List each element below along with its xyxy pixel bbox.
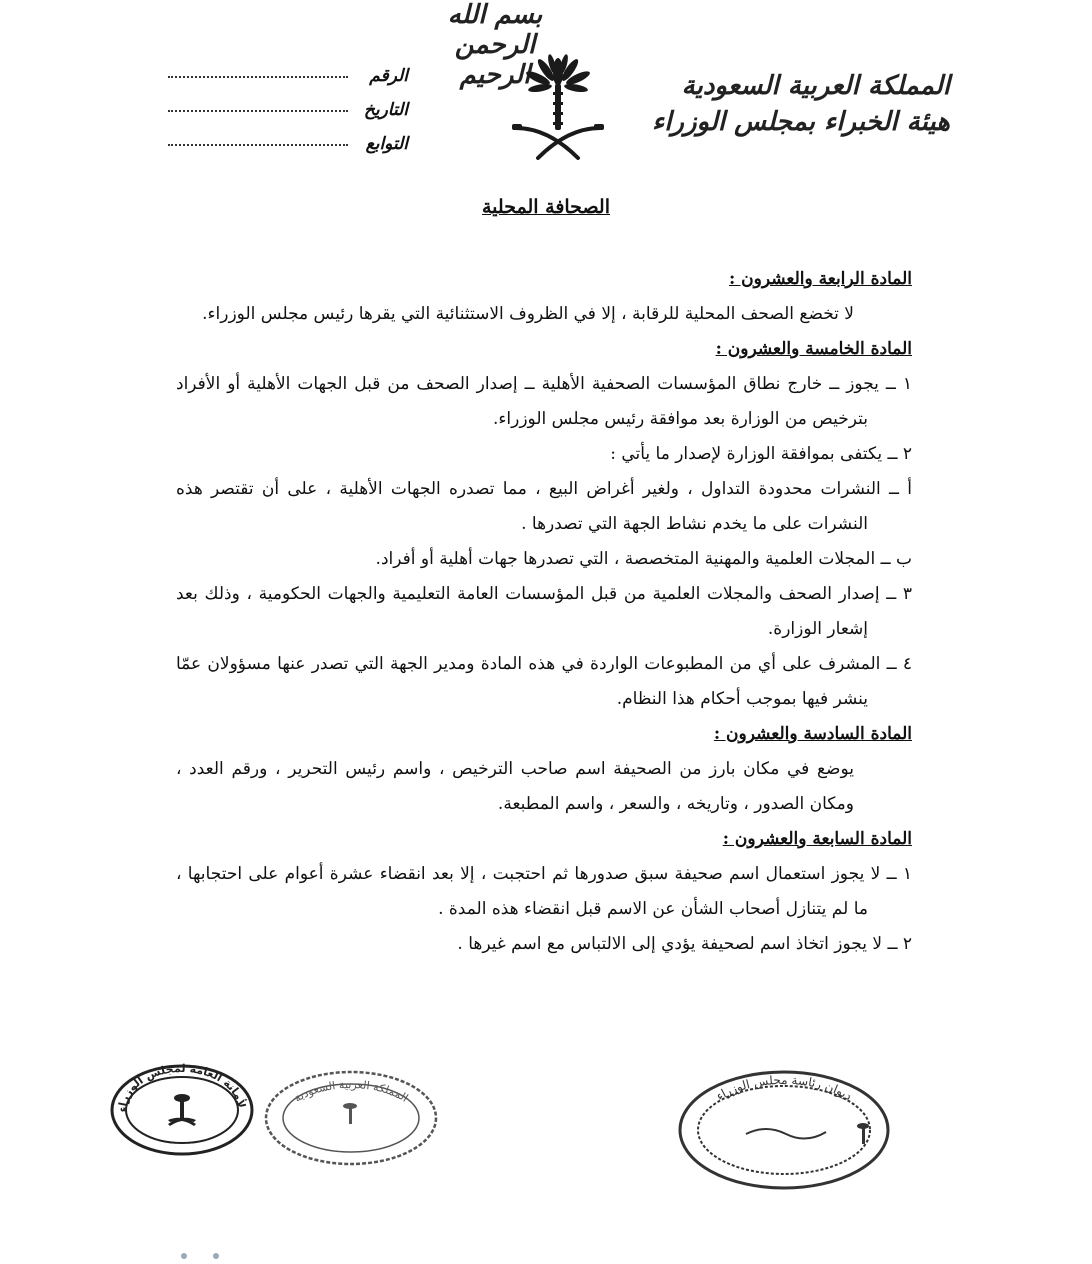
- footer-marks: [176, 1248, 296, 1260]
- article-25-item-2b: ب ــ المجلات العلمية والمهنية المتخصصة ، التي تصدرها جهات أهلية أو أفراد.: [375, 549, 912, 569]
- svg-text:الأمانة العامة لمجلس الوزراء: الأمانة العامة لمجلس الوزراء: [115, 1062, 249, 1113]
- article-25-heading: المادة الخامسة والعشرون :: [715, 339, 912, 359]
- article-25-item-2: ٢ ــ يكتفى بموافقة الوزارة لإصدار ما يأتي :: [610, 444, 912, 464]
- article-25-item-2a: أ ــ النشرات محدودة التداول ، ولغير أغراض البيع ، مما تصدره الجهات الأهلية ، على أن تقتصر هذه النشرات على ما يخدم نشاط الجهة التي تصدرها .: [176, 479, 912, 534]
- article-24-text: لا تخضع الصحف المحلية للرقابة ، إلا في الظروف الاستثنائية التي يقرها رئيس مجلس الوزراء.: [202, 304, 854, 324]
- issuer-block: [651, 68, 950, 140]
- document-body: [176, 262, 912, 962]
- ref-attachments-label: التوابع: [365, 134, 408, 154]
- article-27-item-2: ٢ ــ لا يجوز اتخاذ اسم لصحيفة يؤدي إلى الالتباس مع اسم غيرها .: [457, 934, 912, 954]
- stamp-left-seal: [108, 1062, 256, 1158]
- ref-number-line: [168, 76, 348, 78]
- reference-fields: [168, 52, 408, 154]
- issuer-authority: هيئة الخبراء بمجلس الوزراء: [651, 107, 950, 137]
- article-27-item-1: ١ ــ لا يجوز استعمال اسم صحيفة سبق صدورها ثم احتجبت ، إلا بعد انقضاء عشرة أعوام على احتجابها ، ما لم يتنازل أصحاب الشأن عن الاسم قبل انقضاء هذه المدة .: [176, 864, 912, 919]
- article-25-item-3: ٣ ــ إصدار الصحف والمجلات العلمية من قبل المؤسسات العامة التعليمية والجهات الحكومية ، وذلك بعد إشعار الوزارة.: [176, 584, 912, 639]
- svg-text:ديوان رئاسة مجلس الوزراء: ديوان رئاسة مجلس الوزراء: [713, 1072, 855, 1104]
- stamp-middle-seal: [262, 1068, 440, 1168]
- article-26-text: يوضع في مكان بارز من الصحيفة اسم صاحب الترخيص ، واسم رئيس التحرير ، ورقم العدد ، ومكان الصدور ، وتاريخه ، والسعر ، واسم المطبعة.: [176, 759, 854, 814]
- ref-attachments-field: [168, 120, 408, 154]
- article-26-heading: المادة السادسة والعشرون :: [713, 724, 912, 744]
- document-title: الصحافة المحلية: [481, 196, 610, 218]
- bismillah-heading: بسم الله الرحمن الرحيم: [447, 0, 543, 90]
- article-24-heading: المادة الرابعة والعشرون :: [728, 269, 912, 289]
- article-25-item-1: ١ ــ يجوز ــ خارج نطاق المؤسسات الصحفية الأهلية ــ إصدار الصحف من قبل الجهات الأهلية أو الأفراد بترخيص من الوزارة بعد موافقة رئيس مجلس الوزراء.: [176, 374, 912, 429]
- ref-attachments-line: [168, 144, 348, 146]
- article-25-item-4: ٤ ــ المشرف على أي من المطبوعات الواردة في هذه المادة ومدير الجهة التي تصدر عنها مسؤولان عمّا ينشر فيها بموجب أحكام هذا النظام.: [176, 654, 912, 709]
- saudi-emblem-icon: [508, 50, 608, 170]
- ref-number-field: [168, 52, 408, 86]
- ref-number-label: الرقم: [369, 66, 408, 86]
- svg-text:المملكة العربية السعودية: المملكة العربية السعودية: [291, 1078, 411, 1105]
- issuer-country: المملكة العربية السعودية: [681, 71, 950, 101]
- ref-date-line: [168, 110, 348, 112]
- stamp-right-seal: [676, 1068, 892, 1192]
- ref-date-field: [168, 86, 408, 120]
- ref-date-label: التاريخ: [363, 100, 408, 120]
- article-27-heading: المادة السابعة والعشرون :: [722, 829, 912, 849]
